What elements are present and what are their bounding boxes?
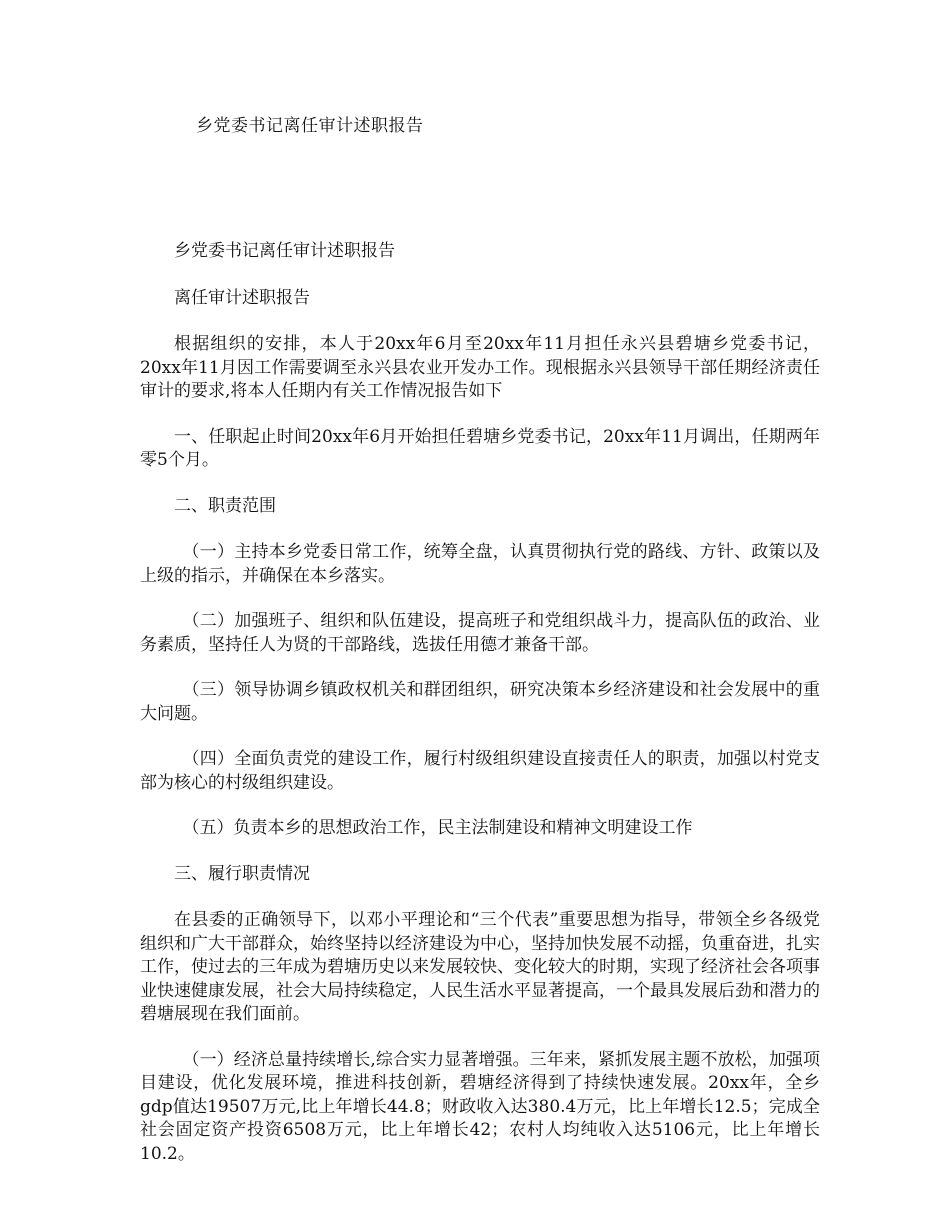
duty-item: （五）负责本乡的思想政治工作，民主法制建设和精神文明建设工作 xyxy=(182,818,693,838)
performance-paragraph: 在县委的正确领导下，以邓小平理论和“三个代表”重要思想为指导，带领全乡各级党组织和广大干部群众，始终坚持以经济建设为中心，坚持加快发展不动摇，负重奋进，扎实工作，使过去的三年成为碧塘历史以来发展较快、变化较大的时期，实现了经济社会各项事业快速健康发展，社会大局持续稳定，人民生活水平显著提高，一个最具发展后劲和潜力的碧塘展现在我们面前。 xyxy=(140,910,820,1024)
section-heading-duties: 二、职责范围 xyxy=(174,495,276,516)
duty-item: （二）加强班子、组织和队伍建设，提高班子和党组织战斗力，提高队伍的政治、业务素质，坚持任人为贤的干部路线，选拔任用德才兼备干部。 xyxy=(140,611,820,655)
section-heading-performance: 三、履行职责情况 xyxy=(174,863,310,884)
duty-item: （四）全面负责党的建设工作，履行村级组织建设直接责任人的职责，加强以村党支部为核心的村级组织建设。 xyxy=(140,749,820,793)
intro-paragraph: 根据组织的安排，本人于20xx年6月至20xx年11月担任永兴县碧塘乡党委书记，20xx年11月因工作需要调至永兴县农业开发办工作。现根据永兴县领导干部任期经济责任审计的要求,将本人任期内有关工作情况报告如下 xyxy=(140,334,820,401)
cover-title: 乡党委书记离任审计述职报告 xyxy=(196,116,424,136)
economy-paragraph: （一）经济总量持续增长,综合实力显著增强。三年来，紧抓发展主题不放松，加强项目建设，优化发展环境，推进科技创新，碧塘经济得到了持续快速发展。20xx年，全乡gdp值达19507万元,比上年增长44.8；财政收入达380.4万元，比上年增长12.5；完成全社会固定资产投资6508万元，比上年增长42；农村人均纯收入达5106元，比上年增长10.2。 xyxy=(140,1049,820,1164)
report-subtitle: 离任审计述职报告 xyxy=(174,287,310,308)
duty-item: （一）主持本乡党委日常工作，统筹全盘，认真贯彻执行党的路线、方针、政策以及上级的指示，并确保在本乡落实。 xyxy=(140,542,820,586)
term-paragraph: 一、任职起止时间20xx年6月开始担任碧塘乡党委书记，20xx年11月调出，任期两年零5个月。 xyxy=(140,426,820,470)
document-body xyxy=(140,240,820,1188)
report-title: 乡党委书记离任审计述职报告 xyxy=(174,241,395,261)
duty-item: （三）领导协调乡镇政权机关和群团组织，研究决策本乡经济建设和社会发展中的重大问题。 xyxy=(140,680,820,724)
